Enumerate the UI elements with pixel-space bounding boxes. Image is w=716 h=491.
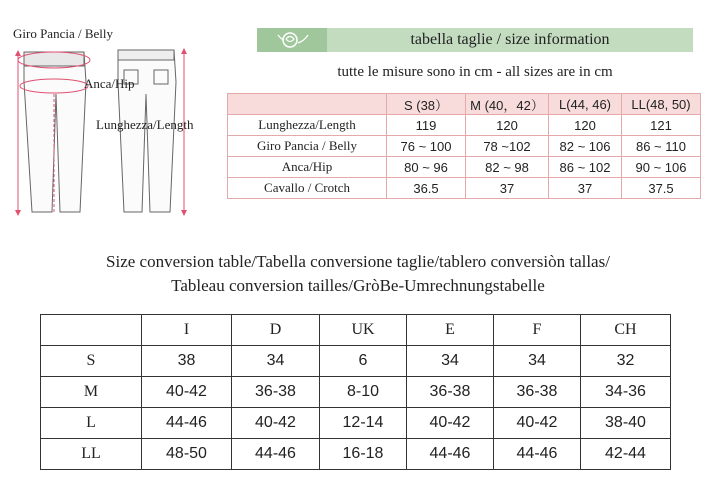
cell: 36-38 <box>232 377 320 408</box>
header-cell: S (38） <box>387 94 466 115</box>
header-cell: L(44, 46) <box>549 94 622 115</box>
hip-label: Anca/Hip <box>84 76 135 91</box>
cell: 36-38 <box>494 377 581 408</box>
header-cell: I <box>142 315 232 346</box>
title-bar <box>257 28 693 52</box>
cell: 40-42 <box>494 408 581 439</box>
conversion-title-line: Tableau conversion tailles/GròBe-Umrechnungstabelle <box>171 276 545 295</box>
table-header-row <box>41 315 671 346</box>
row-label: Anca/Hip <box>228 157 387 178</box>
cell: 82 ~ 98 <box>466 157 549 178</box>
cell: 34 <box>232 346 320 377</box>
header-cell: D <box>232 315 320 346</box>
cell: 82 ~ 106 <box>549 136 622 157</box>
cell: 36-38 <box>407 377 494 408</box>
cell: 40-42 <box>407 408 494 439</box>
cell: 34-36 <box>581 377 671 408</box>
cell: 76 ~ 100 <box>387 136 466 157</box>
cell: 48-50 <box>142 439 232 470</box>
row-label: Lunghezza/Length <box>228 115 387 136</box>
header-cell: M (40，42） <box>466 94 549 115</box>
cell: 42-44 <box>581 439 671 470</box>
table-row <box>228 178 701 199</box>
table-row <box>41 439 671 470</box>
conversion-table <box>40 314 671 470</box>
cell: 119 <box>387 115 466 136</box>
table-row <box>41 346 671 377</box>
cell: 90 ~ 106 <box>622 157 701 178</box>
cell: 44-46 <box>142 408 232 439</box>
row-label: LL <box>41 439 142 470</box>
header-cell: E <box>407 315 494 346</box>
table-row <box>228 157 701 178</box>
cell: 40-42 <box>232 408 320 439</box>
cell: 32 <box>581 346 671 377</box>
cell: 86 ~ 102 <box>549 157 622 178</box>
conversion-title-line: Size conversion table/Tabella conversione taglie/tablero conversiòn tallas/ <box>106 252 610 271</box>
size-info-table <box>227 93 701 199</box>
cell: 37 <box>466 178 549 199</box>
cell: 120 <box>549 115 622 136</box>
cell: 78 ~102 <box>466 136 549 157</box>
belly-label: Giro Pancia / Belly <box>13 26 114 41</box>
header-cell <box>41 315 142 346</box>
table-header-row <box>228 94 701 115</box>
cell: 44-46 <box>232 439 320 470</box>
cell: 8-10 <box>320 377 407 408</box>
cell: 37 <box>549 178 622 199</box>
cell: 16-18 <box>320 439 407 470</box>
cell: 44-46 <box>494 439 581 470</box>
table-row <box>228 115 701 136</box>
pants-figure <box>10 22 220 222</box>
row-label: Giro Pancia / Belly <box>228 136 387 157</box>
cell: 44-46 <box>407 439 494 470</box>
cell: 12-14 <box>320 408 407 439</box>
cell: 80 ~ 96 <box>387 157 466 178</box>
table-row <box>41 377 671 408</box>
row-label: M <box>41 377 142 408</box>
header-cell: UK <box>320 315 407 346</box>
cell: 37.5 <box>622 178 701 199</box>
cell: 6 <box>320 346 407 377</box>
cell: 86 ~ 110 <box>622 136 701 157</box>
cell: 38 <box>142 346 232 377</box>
cell: 34 <box>494 346 581 377</box>
cell: 38-40 <box>581 408 671 439</box>
cell: 36.5 <box>387 178 466 199</box>
length-label: Lunghezza/Length <box>96 117 194 132</box>
table-row <box>41 408 671 439</box>
row-label: Cavallo / Crotch <box>228 178 387 199</box>
header-cell: CH <box>581 315 671 346</box>
rose-icon <box>257 28 327 52</box>
cell: 40-42 <box>142 377 232 408</box>
units-note: tutte le misure sono in cm - all sizes are in cm <box>337 64 613 80</box>
row-label: S <box>41 346 142 377</box>
row-label: L <box>41 408 142 439</box>
cell: 121 <box>622 115 701 136</box>
conversion-title <box>0 250 716 298</box>
cell: 34 <box>407 346 494 377</box>
header-cell: LL(48, 50) <box>622 94 701 115</box>
header-cell: F <box>494 315 581 346</box>
cell: 120 <box>466 115 549 136</box>
table-row <box>228 136 701 157</box>
header-cell <box>228 94 387 115</box>
size-info-title: tabella taglie / size information <box>410 31 610 48</box>
